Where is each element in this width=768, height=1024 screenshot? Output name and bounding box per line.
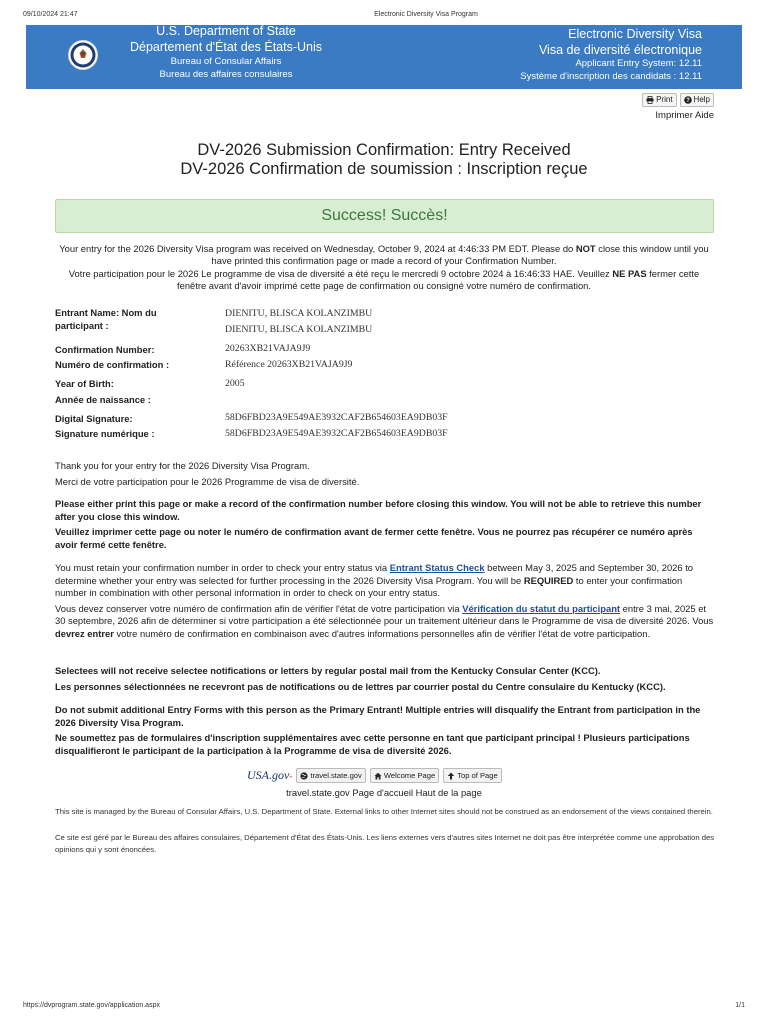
required-emphasis: REQUIRED <box>523 574 574 586</box>
status-verification-link[interactable]: Vérification du statut du participant <box>462 602 621 614</box>
submission-notice-en <box>55 243 713 268</box>
selectee-notice-fr: Les personnes sélectionnées ne recevront pas de notifications ou de lettres par courrier postal du Centre consulaire du Kentucky (KCC). <box>55 680 666 692</box>
thank-you-fr: Merci de votre participation pour le 2026 Programme de visa de diversité. <box>55 475 360 487</box>
digital-signature-value-en: 58D6FBD23A9E549AE3932CAF2B654603EA9DB03F <box>225 412 448 423</box>
digital-signature-value-fr: 58D6FBD23A9E549AE3932CAF2B654603EA9DB03F <box>225 428 448 439</box>
welcome-page-button[interactable] <box>370 768 439 783</box>
print-datetime: 09/10/2024 21:47 <box>23 11 78 18</box>
toolbar-french-labels: Imprimer Aide <box>655 110 714 121</box>
program-name-en: Electronic Diversity Visa <box>568 27 702 41</box>
notice-text: fermer cette fenêtre avant d'avoir imprimé cette page de confirmation ou consigné votre numéro de confirmation. <box>177 267 700 292</box>
welcome-page-label: Welcome Page <box>383 771 436 780</box>
bureau-name-fr: Bureau des affaires consulaires <box>159 69 293 80</box>
print-button-label: Print <box>656 95 673 104</box>
entrant-name-label: Entrant Name: Nom du participant : <box>55 307 157 331</box>
retain-text: You must retain your confirmation number in order to check your entry status via <box>55 562 390 573</box>
page-toolbar <box>642 93 714 107</box>
print-footer <box>23 1002 745 1009</box>
year-of-birth-value: 2005 <box>225 378 245 389</box>
confirmation-number-value: 20263XB21VAJA9J9 <box>225 343 311 354</box>
notice-text: Votre participation pour le 2026 Le programme de visa de diversité a été reçu le mercredi 9 octobre 2024 à 16:46:33 HAE. Veuillez <box>68 267 613 279</box>
site-banner <box>26 25 742 89</box>
print-page-number: 1/1 <box>735 1002 745 1009</box>
home-icon <box>374 772 382 780</box>
page-heading-en: DV-2026 Submission Confirmation: Entry Received <box>197 141 571 159</box>
duplicate-entry-warning <box>55 704 715 757</box>
disclaimer-fr: Ce site est géré par le Bureau des affaires consulaires, Département d'État des États-Unis. Les liens externes vers d'autres sites Internet ne doit pas être interprétée comme une approbation des opinions qui y sont énoncées. <box>55 833 715 854</box>
system-version-fr: Système d'inscription des candidats : 12.11 <box>520 70 702 82</box>
print-warning <box>55 498 715 551</box>
retain-text: to enter your confirmation number in combination with other personal information in order to check on your entry status. <box>55 574 683 598</box>
retain-notice-en <box>55 562 715 600</box>
usagov-logo[interactable]: USA.gov - <box>247 768 293 782</box>
program-name-fr: Visa de diversité électronique <box>538 43 702 57</box>
success-alert: Success! Succès! <box>55 199 714 233</box>
page-heading-fr: DV-2026 Confirmation de soumission : Inscription reçue <box>180 160 588 178</box>
confirmation-reference-value: Référence 20263XB21VAJA9J9 <box>225 359 353 370</box>
retain-text: entre 3 mai, 2025 et 30 septembre, 2026 afin de déterminer si votre participation a été sélectionnée pour un traitement ultérieur dans le Programme de visa de diversité 2026. Vous <box>55 602 714 626</box>
thank-you-message <box>55 460 715 488</box>
printer-icon <box>646 96 654 104</box>
retain-notice-fr <box>55 603 715 641</box>
confirmation-number-label-fr: Numéro de confirmation : <box>55 359 170 370</box>
department-name-en: U.S. Department of State <box>156 24 296 38</box>
help-button[interactable] <box>680 93 714 107</box>
print-warning-en: Please either print this page or make a record of the confirmation number before closing this window. You will not be able to retrieve this number after you close this window. <box>55 498 702 522</box>
department-name-fr: Département d'État des États-Unis <box>129 40 323 54</box>
print-button[interactable] <box>642 93 676 107</box>
retain-text: votre numéro de confirmation en combinaison avec d'autres informations personnelles afin de vérifier l'état de votre participation. <box>113 627 651 639</box>
program-block <box>520 26 702 83</box>
footer-links <box>247 768 502 783</box>
notice-emphasis: NOT <box>575 243 596 254</box>
state-department-seal-icon <box>68 40 98 70</box>
retain-number-notice <box>55 562 715 640</box>
digital-signature-label-en: Digital Signature: <box>55 413 133 424</box>
question-circle-icon <box>684 96 692 104</box>
submission-notice <box>55 243 713 293</box>
disclaimer-en: This site is managed by the Bureau of Consular Affairs, U.S. Department of State. External links to other Internet sites should not be construed as an endorsement of the views contained therein. <box>55 807 713 816</box>
duplicate-warning-fr: Ne soumettez pas de formulaires d'inscription supplémentaires avec cette personne en tant que participant principal ! Plusieurs participations disqualifieront le participant de la participation à la Programme de visa de diversité 2026. <box>55 732 690 756</box>
submission-notice-fr <box>55 268 713 293</box>
print-header <box>0 11 768 23</box>
year-of-birth-label-en: Year of Birth: <box>55 378 114 389</box>
retain-text: Vous devez conserver votre numéro de confirmation afin de vérifier l'état de votre participation via <box>55 602 463 614</box>
required-emphasis: devrez entrer <box>55 627 114 639</box>
help-button-label: Help <box>693 95 710 104</box>
confirmation-number-label-en: Confirmation Number: <box>55 344 155 355</box>
page-heading <box>0 141 768 179</box>
entrant-name-value-fr: DIENITU, BLISCA KOLANZIMBU <box>225 324 373 335</box>
svg-text:?: ? <box>685 98 690 104</box>
print-warning-fr: Veuillez imprimer cette page ou noter le numéro de confirmation avant de fermer cette fenêtre. Vous ne pourrez pas récupérer ce numéro après avoir fermé cette fenêtre. <box>55 526 693 550</box>
arrow-up-icon <box>447 772 455 780</box>
entrant-name-value-en: DIENITU, BLISCA KOLANZIMBU <box>225 308 373 319</box>
notice-text: close this window until you have printed this confirmation page or made a record of your Confirmation Number. <box>211 243 709 267</box>
year-of-birth-label-fr: Année de naissance : <box>55 394 151 405</box>
globe-icon <box>300 772 308 780</box>
thank-you-en: Thank you for your entry for the 2026 Diversity Visa Program. <box>55 460 310 471</box>
entrant-status-check-link[interactable]: Entrant Status Check <box>389 562 485 573</box>
travel-state-gov-button[interactable] <box>296 768 366 783</box>
selectee-notice-en: Selectees will not receive selectee notifications or letters by regular postal mail from the Kentucky Consular Center (KCC). <box>55 665 601 676</box>
print-page-title: Electronic Diversity Visa Program <box>374 11 478 18</box>
usagov-logo-text: USA.gov <box>247 768 290 782</box>
retain-text: between May 3, 2025 and September 30, 2026 to determine whether your entry was selected for further processing in the 2026 Diversity Visa Program. You will be <box>55 562 694 586</box>
system-version-en: Applicant Entry System: 12.11 <box>575 58 702 69</box>
notice-text: Your entry for the 2026 Diversity Visa program was received on Wednesday, October 9, 2024 at 4:46:33 PM EDT. Please do <box>59 243 576 254</box>
top-of-page-button[interactable] <box>443 768 502 783</box>
digital-signature-label-fr: Signature numérique : <box>55 428 155 439</box>
footer-french-links: travel.state.gov Page d'accueil Haut de la page <box>286 787 482 798</box>
notice-emphasis: NE PAS <box>612 267 647 279</box>
print-url: https://dvprogram.state.gov/application.aspx <box>23 1002 160 1009</box>
department-block <box>96 25 356 81</box>
bureau-name-en: Bureau of Consular Affairs <box>170 56 282 67</box>
duplicate-warning-en: Do not submit additional Entry Forms with this person as the Primary Entrant! Multiple entries will disqualify the Entrant from participation in the 2026 Diversity Visa Program. <box>55 704 701 728</box>
top-of-page-label: Top of Page <box>457 771 498 780</box>
selectee-notice <box>55 665 715 693</box>
travel-state-gov-label: travel.state.gov <box>310 771 362 780</box>
